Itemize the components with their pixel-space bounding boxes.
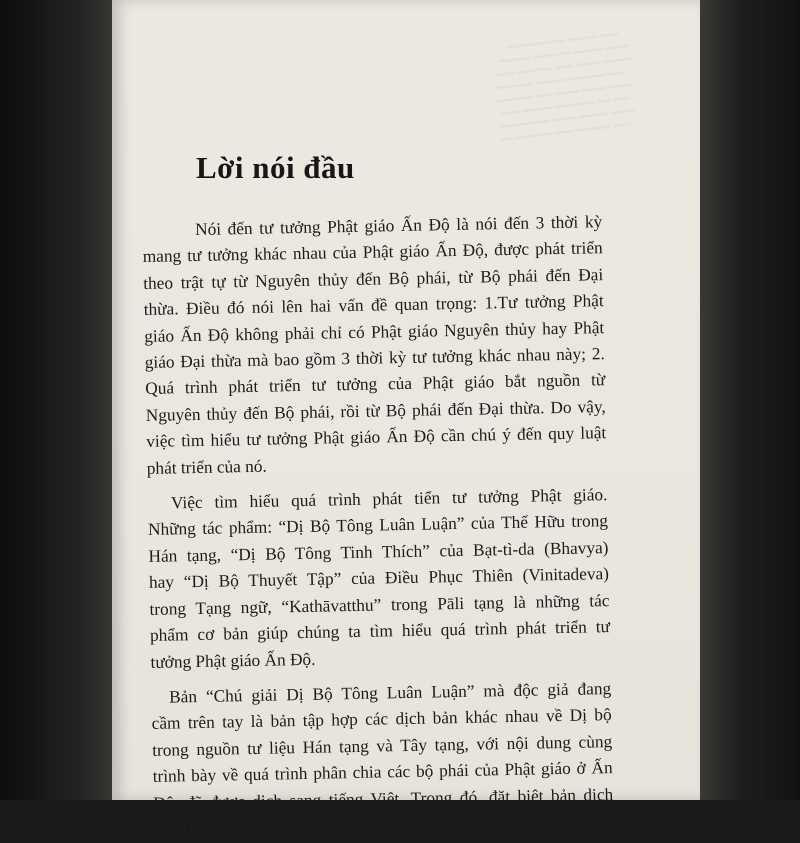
text-line: thừa. Điều đó nói lên hai vấn đề quan trọng: 1.Tư tưởng Phật <box>143 291 604 320</box>
text-line: cầm trên tay là bản tập hợp các dịch bản khác nhau về Dị bộ <box>151 705 612 734</box>
text-line: giáo Ấn Độ không phải chỉ có Phật giáo Nguyên thủy hay Phật <box>144 317 605 346</box>
paragraph <box>142 209 607 482</box>
text-line: phát triển của nó. <box>146 456 267 478</box>
text-line: Độ, đã được dịch sang tiếng Việt. Trong đó, đặt biệt bản dịch <box>153 784 614 813</box>
text-line: Việc tìm hiểu quá trình phát tiển tư tưởng Phật giáo. <box>147 485 608 514</box>
text-line: Nói đến tư tưởng Phật giáo Ấn Độ là nói đến 3 thời kỳ <box>142 212 603 240</box>
text-line: trong nguồn tư liệu Hán tạng và Tây tạng, với nội dung cùng <box>152 731 613 760</box>
body-text <box>142 209 614 843</box>
paragraph <box>147 482 610 676</box>
text-line: giáo Đại thừa mà bao gồm 3 thời kỳ tư tưởng khác nhau này; 2. <box>144 344 605 373</box>
text-line: mang tư tưởng khác nhau của Phật giáo Ấn Độ, được phát triển <box>142 238 603 267</box>
text-line: theo trật tự từ Nguyên thủy đến Bộ phái, từ Bộ phái đến Đại <box>143 264 604 293</box>
text-line: Bản “Chú giải Dị Bộ Tông Luân Luận” mà độc giả đang <box>151 678 612 707</box>
text-line: tưởng Phật giáo Ấn Độ. <box>150 649 316 672</box>
text-line: Quá trình phát triển tư tưởng của Phật giáo bắt nguồn từ <box>145 370 606 399</box>
page-title: Lời nói đầu <box>196 150 355 185</box>
bleed-through-text: ~~ ~~~~ ~~~ ~~~~~ ~~~ ~~~~~ ~~~~ ~~ ~~~~~ ~~~~ ~~~ ~~~~~~ ~~~ ~~~~ ~~~~~ ~~~~ ~~ ~~~~~ ~~~~~~ ~~~ ~~~~~~ ~~~ ~~~~ ~~~~ ~~~~ ~~~ ~~~~~ ~~~~~~~ ~~ ~~~ ~~~~~ ~~~ ~~~~ ~~~~~ ~~~~ ~~ ~~~~~~ ~~~ ~~~~~~ ~~~ <box>481 18 636 160</box>
table-background-right <box>700 0 800 800</box>
paragraph <box>151 676 614 843</box>
text-line: hay “Dị Bộ Thuyết Tập” của Điều Phục Thiên (Vinitadeva) <box>148 564 610 593</box>
text-line: Những tác phẩm: “Dị Bộ Tông Luân Luận” của Thế Hữu trong <box>147 511 609 540</box>
text-line: Hán tạng, “Dị Bộ Tông Tinh Thích” của Bạt-tì-da (Bhavya) <box>148 537 609 566</box>
text-line: phẩm cơ bản giúp chúng ta tìm hiểu quá trình phát triển tư <box>149 617 611 646</box>
text-line: việc tìm hiểu tư tưởng Phật giáo Ấn Độ cần chú ý đến quy luật <box>146 423 607 452</box>
text-line: của Huyền Trang tôi đã thêm phần chú thích, để người đọc dễ <box>153 811 581 839</box>
text-line: trong Tạng ngữ, “Kathāvatthu” trong Pāli tạng là những tác <box>149 590 610 619</box>
table-background-left <box>0 0 115 800</box>
text-line: trình bày về quá trình phân chia các bộ phái của Phật giáo ở Ấn <box>152 758 613 787</box>
text-line: Nguyên thủy đến Bộ phái, rồi từ Bộ phái đến Đại thừa. Do vậy, <box>145 396 606 425</box>
